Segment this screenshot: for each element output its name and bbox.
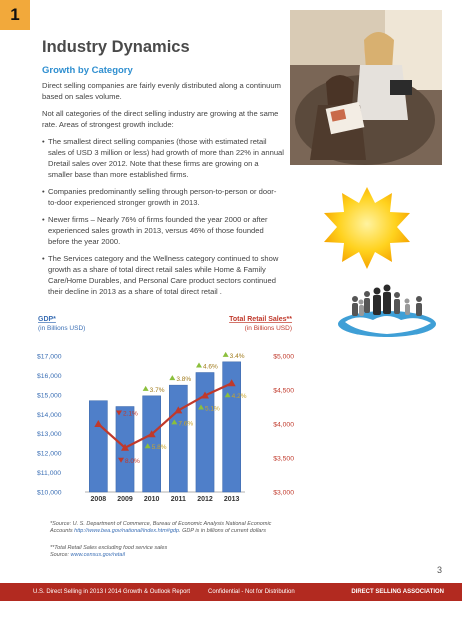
- right-tick-label: $3,000: [273, 489, 294, 497]
- page-number: 3: [436, 565, 442, 575]
- women-shopping-photo: [290, 10, 442, 165]
- gdp-source-text: *Source: U. S. Department of Commerce, Bureau of Economic Analysis National Economic Accounts: [50, 521, 272, 534]
- gdp-change-label: 3.4%: [229, 352, 245, 360]
- right-tick-label: $3,500: [273, 455, 294, 463]
- footer-report-title: U.S. Direct Selling in 2013 I 2014 Growth & Outlook Report: [33, 589, 191, 595]
- left-tick-label: $10,000: [37, 489, 62, 497]
- up-arrow-icon: [223, 352, 229, 357]
- gdp-bar: [89, 401, 107, 492]
- retail-change-label: 4.2%: [231, 393, 247, 401]
- left-tick-label: $11,000: [37, 470, 62, 478]
- bullet-item: • Companies predominantly selling through person-to-person or door-to-door experienced stronger growth in 2013.: [42, 186, 285, 208]
- retail-source: [50, 552, 125, 559]
- people-map-icon: [337, 282, 437, 338]
- intro-paragraph: Direct selling companies are fairly evenly distributed along a continuum based on sales volume.: [42, 81, 281, 101]
- gdp-change-label: 2.1%: [123, 410, 138, 418]
- x-tick-label: 2011: [170, 496, 186, 502]
- retail-source-label: Source:: [50, 552, 69, 558]
- gdp-retail-sales-chart: [33, 312, 298, 502]
- right-tick-label: $4,500: [273, 387, 294, 395]
- page-title: Industry Dynamics: [42, 38, 190, 56]
- main-content: [33, 32, 285, 303]
- right-axis-title: Total Retail Sales**: [229, 316, 292, 323]
- retail-change-label: 5.8%: [151, 444, 167, 452]
- footer-confidential: Confidential - Not for Distribution: [208, 589, 295, 595]
- gdp-source-suffix: . GDP is in billions of current dollars: [179, 528, 266, 534]
- bullet-item: • The Services category and the Wellness category continued to show growth as a share of total direct retail sales while Home & Family Care/Home Durables, and Personal Care product sectors continued their decline in 2013 as a share of total direct retail .: [42, 253, 285, 297]
- gdp-change-label: 3.8%: [176, 376, 192, 384]
- bea-link[interactable]: http://www.bea.gov/national/index.htm#gdp: [74, 528, 180, 534]
- footer-association: DIRECT SELLING ASSOCIATION: [351, 589, 444, 595]
- census-link[interactable]: www.census.gov/retail: [70, 552, 125, 558]
- left-tick-label: $13,000: [37, 431, 62, 439]
- left-tick-label: $16,000: [37, 372, 62, 380]
- gdp-source-footnote: [50, 521, 290, 535]
- right-tick-label: $4,000: [273, 421, 294, 429]
- bullet-item: • The smallest direct selling companies (those with estimated retail sales of USD 3 million or less) had growth of more than 22% in annual Dretail sales over 2012. Note that these firms are growing on a smaller base than more established firms.: [42, 136, 285, 180]
- page-tab: [0, 0, 30, 30]
- left-axis-unit: (in Billions USD): [38, 325, 86, 332]
- left-tick-label: $17,000: [37, 353, 62, 361]
- left-axis-title: GDP*: [38, 316, 56, 323]
- footer-bar: [0, 583, 462, 601]
- up-arrow-icon: [169, 375, 175, 380]
- x-tick-label: 2010: [143, 496, 160, 502]
- growth-paragraph: Not all categories of the direct selling industry are growing at the same rate. Areas of strongest growth include:: [42, 109, 279, 129]
- x-tick-label: 2008: [90, 496, 107, 502]
- sunburst-icon: [320, 185, 414, 271]
- left-tick-label: $15,000: [37, 392, 62, 400]
- right-tick-label: $5,000: [273, 353, 294, 361]
- up-arrow-icon: [143, 386, 149, 391]
- gdp-change-label: 3.7%: [149, 386, 165, 394]
- retail-note: **Total Retail Sales excluding food service sales: [50, 545, 168, 551]
- up-arrow-icon: [196, 363, 202, 368]
- gdp-change-label: 4.6%: [203, 363, 218, 371]
- x-tick-label: 2009: [117, 496, 133, 502]
- retail-change-label: 7.6%: [178, 420, 194, 428]
- growth-bullet-list: [33, 136, 285, 297]
- left-tick-label: $14,000: [37, 411, 62, 419]
- left-tick-label: $12,000: [37, 450, 62, 458]
- right-axis-unit: (in Billions USD): [244, 325, 292, 332]
- bullet-item: • Newer firms – Nearly 76% of firms founded the year 2000 or after experienced sales growth in 2013, versus 46% of those founded before the year 2000.: [42, 214, 285, 247]
- gdp-bar: [196, 373, 214, 492]
- x-tick-label: 2012: [197, 496, 213, 502]
- retail-change-label: 5.1%: [205, 405, 220, 413]
- page-tab-number: 1: [10, 5, 20, 24]
- gdp-bar: [169, 385, 187, 492]
- section-subtitle: Growth by Category: [42, 65, 133, 76]
- x-tick-label: 2013: [223, 496, 240, 502]
- retail-change-label: 8.0%: [125, 457, 140, 465]
